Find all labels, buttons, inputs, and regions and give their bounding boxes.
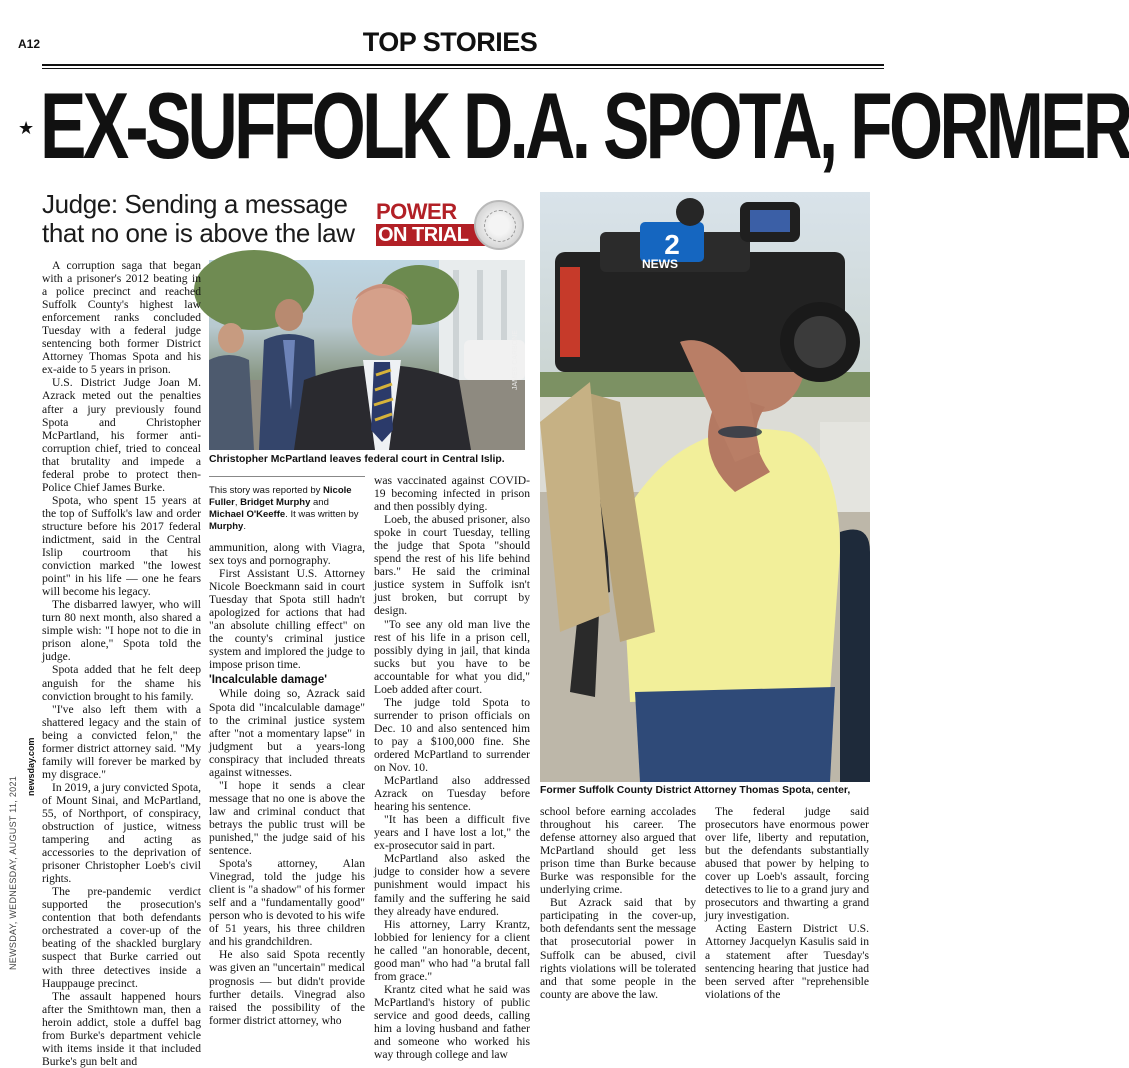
paragraph: While doing so, Azrack said Spota did "incalculable damage" to the criminal justice system after "not a momentary lapse" in judgment but a years-long conspiracy that included threats against witnesses. bbox=[209, 687, 365, 779]
reporter-name: Michael O'Keeffe bbox=[209, 509, 286, 520]
paragraph: The pre-pandemic verdict supported the prosecution's contention that both defendants orchestrated a cover-up of the beating of the shackled burglary suspect that Burke carried out with three detectives inside a Hauppauge precinct. bbox=[42, 885, 201, 990]
paragraph: His attorney, Larry Krantz, lobbied for leniency for a client he called "an honorable, decent, good man" who had "a brutal fall from grace." bbox=[374, 917, 530, 983]
credit-text: . It was written by bbox=[285, 509, 359, 520]
paragraph: "I hope it sends a clear message that no one is above the law and criminal conduct that betrays the public trust will be punished," the judge said of his sentence. bbox=[209, 778, 365, 858]
subhead: 'Incalculable damage' bbox=[209, 674, 327, 687]
paragraph: Spota's attorney, Alan Vinegrad, told the judge his client is "a shadow" of his former self and a "fundamentally good" person who is devoted to his wife of 51 years, his three children and his grandchildren. bbox=[209, 857, 365, 949]
article-column-1 bbox=[42, 259, 201, 1068]
paragraph: The disbarred lawyer, who will turn 80 next month, also shared a simple wish: "I hope not to die in prison alone," Spota told the judge. bbox=[42, 598, 201, 664]
paragraph: But Azrack said that by participating in the cover-up, both defendants sent the message that prosecutorial power in Suffolk can be abused, civil rights violations will be tolerated and that some people in the county are above the law. bbox=[540, 896, 696, 1001]
paragraph: First Assistant U.S. Attorney Nicole Boeckmann said in court Tuesday that Spota still hadn't apologized for actions that had "an absolute chilling effect" on the county's criminal justice system and implored the judge to impose prison time. bbox=[209, 567, 365, 672]
paragraph: U.S. District Judge Joan M. Azrack meted out the penalties after a jury previously found Spota and Christopher McPartland, his former anti-corruption chief, tried to conceal that brutality and impede a federal probe to protect then-Police Chief James Burke. bbox=[42, 376, 201, 494]
logo-line1: POWER bbox=[376, 200, 472, 223]
header-rule-thin bbox=[42, 68, 884, 69]
credit-text: , bbox=[234, 497, 241, 508]
article-column-2 bbox=[209, 541, 365, 1027]
story-credit bbox=[209, 485, 365, 533]
paragraph: McPartland also addressed Azrack on Tuesday before hearing his sentence. bbox=[374, 774, 530, 814]
paragraph: The judge told Spota to surrender to prison officials on Dec. 10 and also sentenced him to pay a $100,000 fine. She ordered McPartland to surrender on Nov. 10. bbox=[374, 695, 530, 775]
section-title: TOP STORIES bbox=[362, 27, 538, 57]
article-column-3 bbox=[374, 474, 530, 1061]
dateline-side: NEWSDAY, WEDNESDAY, AUGUST 11, 2021 bbox=[8, 775, 18, 970]
photo-mcpartland bbox=[209, 260, 525, 450]
paragraph: was vaccinated against COVID-19 becoming infected in prison and then possibly dying. bbox=[374, 474, 530, 514]
paragraph: Krantz cited what he said was McPartland's history of public service and good deeds, calling him a loving husband and father and someone who worked his way through college and law bbox=[374, 982, 530, 1062]
page-number: A12 bbox=[18, 37, 41, 51]
photo-spota bbox=[540, 192, 870, 782]
paragraph: Loeb, the abused prisoner, also spoke in court Tuesday, telling the judge that Spota "should spend the rest of his life behind bars." He said the criminal justice system in Suffolk isn't just broken, but corrupt by design. bbox=[374, 513, 530, 618]
credit-text: This story was reported by bbox=[209, 485, 324, 496]
photo1-credit: JAMES CARBONE bbox=[512, 330, 519, 390]
paragraph: The assault happened hours after the Smithtown man, then a heroin addict, stole a duffel bag from Burke's department vehicle with items inside it that included Burke's gun belt and bbox=[42, 989, 201, 1068]
credit-rule bbox=[209, 476, 365, 477]
power-on-trial-logo bbox=[376, 200, 524, 250]
svg-text:2: 2 bbox=[664, 229, 680, 260]
paragraph: "To see any old man live the rest of his life in a prison cell, possibly dying in jail, that kinda sucks but you have to be accountable for what you did," Loeb added after court. bbox=[374, 617, 530, 696]
paragraph: McPartland also asked the judge to consider how a severe punishment would impact his family and the suffering he said they already have endured. bbox=[374, 852, 530, 918]
paragraph: "It has been a difficult five years and I have lost a lot," the ex-prosecutor said in part. bbox=[374, 813, 530, 853]
article-column-4 bbox=[540, 805, 696, 1001]
header-rule bbox=[42, 64, 884, 66]
reporter-name: Nicole Fuller bbox=[209, 485, 352, 508]
writer-name: Murphy bbox=[209, 521, 244, 532]
deck: Judge: Sending a message that no one is above the law bbox=[42, 189, 355, 248]
paragraph: In 2019, a jury convicted Spota, of Mount Sinai, and McPartland, 55, of Northport, of conspiracy, obstruction of justice, witness tampering and acting as accessories to the deprivation of prisoner Christopher Loeb's civil rights. bbox=[42, 780, 201, 886]
logo-line2: ON TRIAL bbox=[376, 224, 488, 246]
county-seal-icon bbox=[474, 200, 524, 250]
photo2-caption: Former Suffolk County District Attorney Thomas Spota, center, bbox=[540, 785, 851, 796]
camera-logo-text: NEWS bbox=[642, 257, 678, 271]
paragraph: He also said Spota recently was given an "uncertain" medical prognosis — but didn't provide further details. Vinegrad also raised the possibility of the former district attorney, who bbox=[209, 948, 365, 1027]
reporter-name: Bridget Murphy bbox=[240, 497, 311, 508]
credit-text: . bbox=[243, 521, 246, 532]
paragraph: ammunition, along with Viagra, sex toys and pornography. bbox=[209, 541, 365, 568]
article-column-5 bbox=[705, 805, 869, 1001]
paragraph: school before earning accolades throughout his career. The defense attorney also argued that McPartland should get less prison time than Burke because Burke was responsible for the underlying crime. bbox=[540, 805, 696, 897]
credit-text: and bbox=[310, 497, 329, 508]
star-icon: ★ bbox=[18, 118, 35, 139]
paragraph: "I've also left them with a shattered legacy and the stain of being a convicted felon," the former district attorney said. "My family will forever be marked by my disgrace." bbox=[42, 702, 201, 781]
website-side: newsday.com bbox=[26, 737, 36, 796]
headline: EX-SUFFOLK D.A. SPOTA, FORMER bbox=[40, 73, 1129, 178]
paragraph: A corruption saga that began with a prisoner's 2012 beating in a police precinct and reached Suffolk County's highest law enforcement ranks concluded Tuesday with a federal judge sentencing both former District Attorney Thomas Spota and his ex-aide to 5 years in prison. bbox=[42, 259, 201, 377]
paragraph: The federal judge said prosecutors have enormous power over life, liberty and reputation, but the defendants substantially abused that power by helping to cover up Loeb's assault, forcing detectives to lie to a grand jury and prosecutors and thwarting a grand jury investigation. bbox=[705, 805, 869, 923]
paragraph: Spota, who spent 15 years at the top of Suffolk's law and order structure before his 2017 federal indictment, said in the Central Islip courtroom that his conviction marked "the lowest point" in his life — one he fears will become his legacy. bbox=[42, 493, 201, 599]
photo1-caption: Christopher McPartland leaves federal court in Central Islip. bbox=[209, 454, 505, 465]
paragraph: Acting Eastern District U.S. Attorney Jacquelyn Kasulis said in a statement after Tuesday's sentencing hearing that justice had been served after "reprehensible violations of the bbox=[705, 922, 869, 1001]
photo-spota-art bbox=[540, 192, 870, 782]
photo-mcpartland-art bbox=[209, 260, 525, 450]
paragraph: Spota added that he felt deep anguish for the shame his conviction brought to his family. bbox=[42, 663, 201, 703]
